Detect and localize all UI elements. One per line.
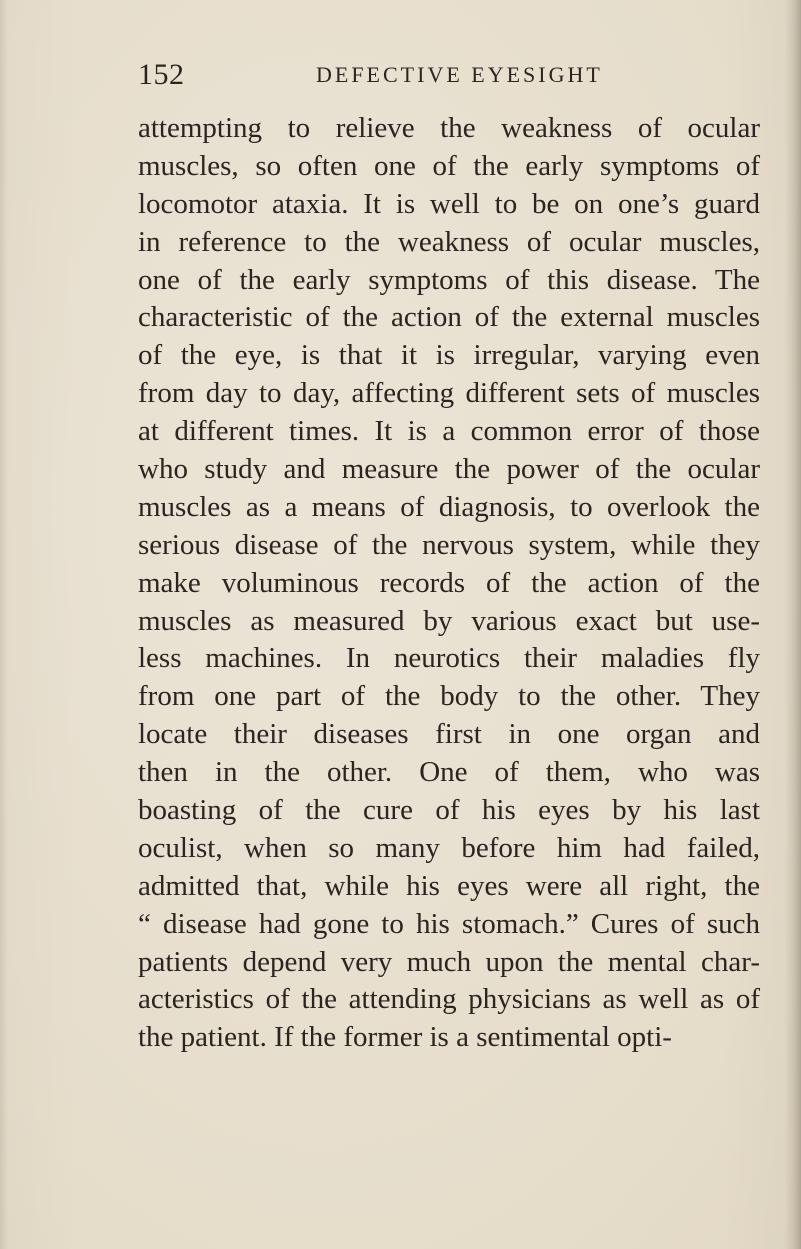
text-line: admitted that, while his eyes were all right, the	[138, 869, 760, 902]
text-line: characteristic of the action of the external muscles	[138, 301, 760, 334]
text-line: of the eye, is that it is irregular, varying even	[138, 339, 760, 372]
running-title: DEFECTIVE EYESIGHT	[316, 62, 603, 87]
text-line: muscles, so often one of the early symptoms of	[138, 149, 760, 182]
text-line: muscles as a means of diagnosis, to overlook the	[138, 490, 760, 523]
text-line: one of the early symptoms of this disease. The	[138, 263, 760, 296]
page-right-edge-shadow	[785, 0, 801, 1249]
text-line: in reference to the weakness of ocular muscles,	[138, 225, 760, 258]
body-text	[138, 110, 778, 1057]
text-line: acteristics of the attending physicians as well as of	[138, 983, 760, 1016]
text-line: patients depend very much upon the mental char-	[138, 945, 760, 978]
text-line: locomotor ataxia. It is well to be on one’s guard	[138, 187, 760, 220]
text-line: locate their diseases first in one organ and	[138, 718, 760, 751]
text-line: from one part of the body to the other. They	[138, 680, 760, 713]
text-line: boasting of the cure of his eyes by his last	[138, 794, 760, 827]
text-line: then in the other. One of them, who was	[138, 756, 760, 789]
text-line: make voluminous records of the action of the	[138, 566, 760, 599]
text-line: less machines. In neurotics their maladies fly	[138, 642, 760, 675]
text-line: the patient. If the former is a sentimental opti-	[138, 1021, 672, 1054]
text-line: oculist, when so many before him had failed,	[138, 831, 760, 864]
text-line: attempting to relieve the weakness of ocular	[138, 112, 760, 144]
page-number: 152	[138, 58, 185, 91]
text-line: serious disease of the nervous system, while they	[138, 528, 760, 561]
page-header	[138, 58, 738, 98]
text-line: “ disease had gone to his stomach.” Cures of such	[138, 907, 760, 940]
text-line: at different times. It is a common error of those	[138, 415, 760, 448]
text-line: who study and measure the power of the ocular	[138, 453, 760, 486]
text-line: from day to day, affecting different sets of muscles	[138, 377, 760, 410]
page-left-edge	[0, 0, 8, 1249]
text-line: muscles as measured by various exact but use-	[138, 604, 760, 637]
